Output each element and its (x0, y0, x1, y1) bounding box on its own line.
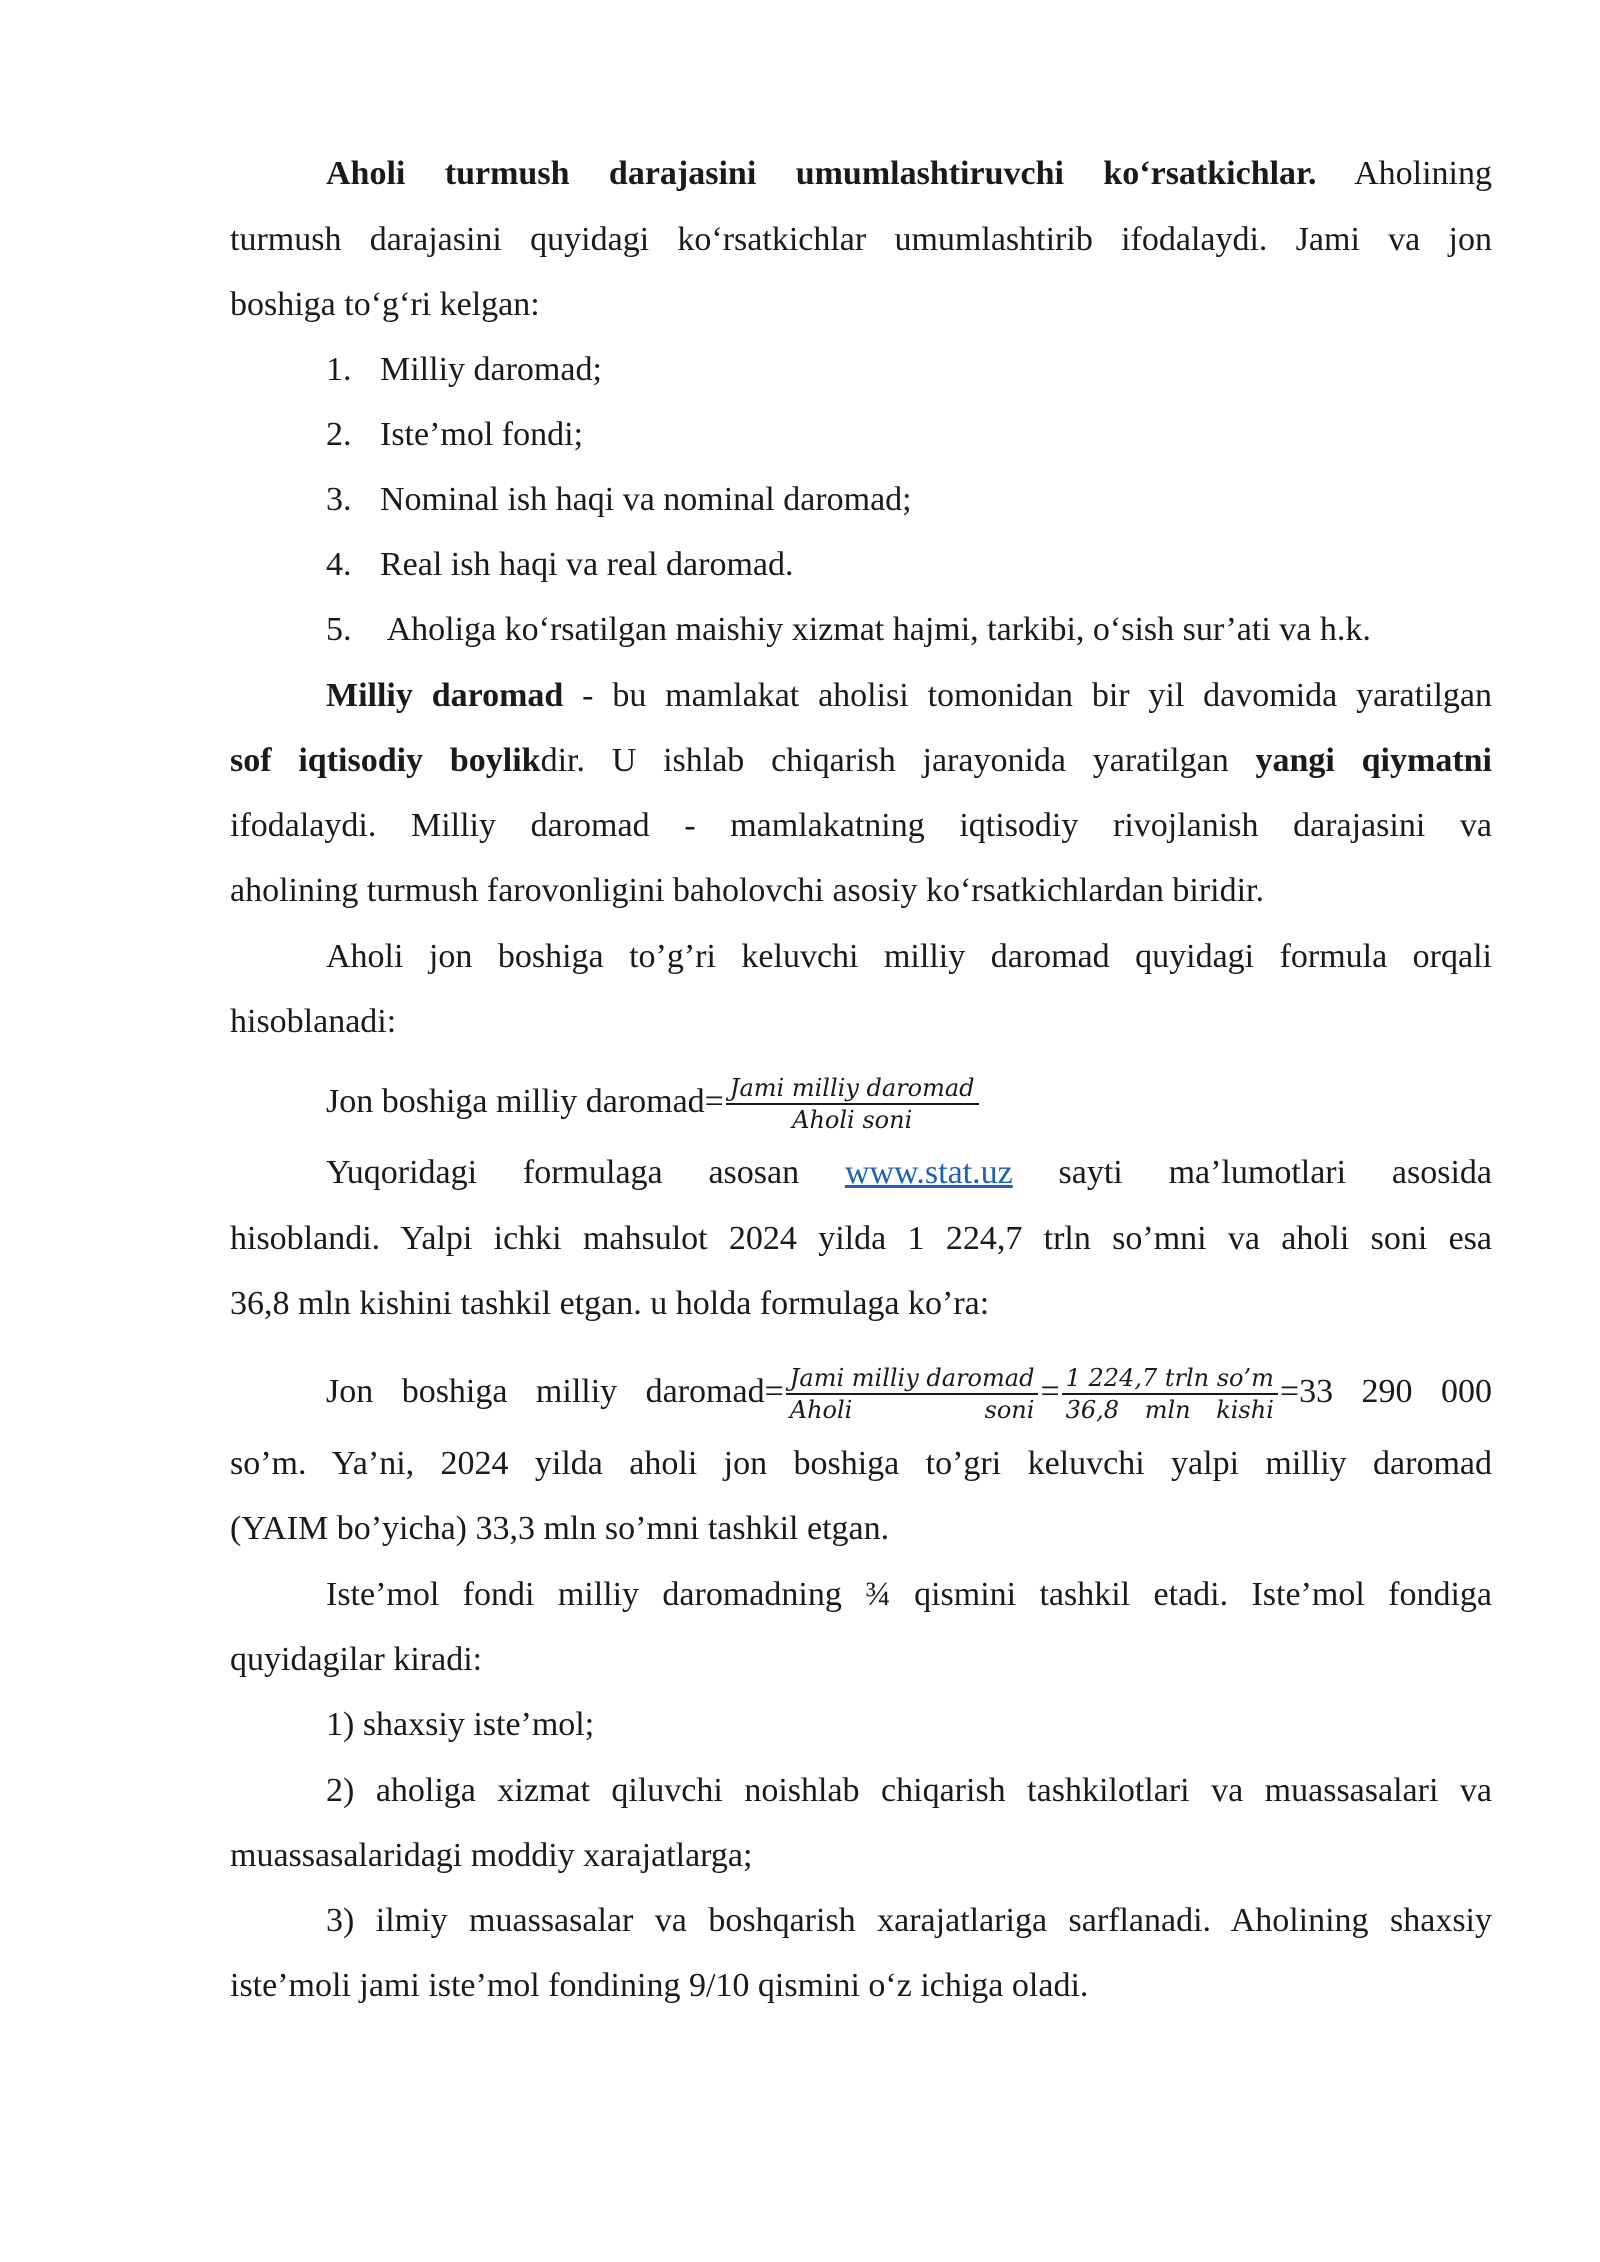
fraction-denominator: Aholi soni (792, 1106, 913, 1135)
paragraph-6-line-1: Iste’mol fondi milliy daromadning ¾ qismini tashkil etadi. Iste’mol fondiga (326, 1576, 1492, 1613)
paragraph-2-line-3: ifodalaydi. Milliy daromad - mamlakatning iqtisodiy rivojlanish darajasini va (230, 807, 1492, 844)
paragraph-3-line-2: hisoblanadi: (230, 1003, 397, 1040)
fraction (1062, 1363, 1278, 1425)
consumption-item-3-line-1: 3) ilmiy muassasalar va boshqarish xarajatlariga sarflanadi. Aholining shaxsiy (326, 1902, 1492, 1939)
formula-lhs: Jon boshiga milliy daromad= (326, 1373, 784, 1410)
consumption-item-2-line-2: muassasalaridagi moddiy xarajatlarga; (230, 1837, 753, 1874)
paragraph-4-line-3: 36,8 mln kishini tashkil etgan. u holda formulaga ko’ra: (230, 1285, 990, 1322)
formula-lhs: Jon boshiga milliy daromad= (326, 1083, 724, 1120)
formula-1 (326, 1062, 981, 1142)
fraction-numerator: Jami milliy daromad (786, 1363, 1039, 1395)
consumption-item-3-line-2: iste’moli jami iste’mol fondining 9/10 qismini o‘z ichiga oladi. (230, 1967, 1089, 2004)
list-text: Aholiga ko‘rsatilgan maishiy xizmat hajmi, tarkibi, o‘sish sur’ati va h.k. (380, 611, 1371, 648)
list-number: 4. (326, 546, 352, 583)
text-span: - bu mamlakat aholisi tomonidan bir yil davomida yaratilgan (563, 677, 1493, 714)
equals-sign: = (1040, 1373, 1060, 1410)
paragraph-2-line-2 (230, 741, 1492, 781)
text-span: Yuqoridagi formulaga asosan (326, 1154, 845, 1191)
text-span: Aholining (1354, 155, 1492, 192)
consumption-item-1: 1) shaxsiy iste’mol; (326, 1706, 595, 1743)
text-span: dir. U ishlab chiqarish jarayonida yaratilgan (540, 742, 1256, 779)
fraction-numerator: 1 224,7 trln so’m (1062, 1363, 1278, 1395)
list-item (326, 350, 602, 390)
text-span: sayti ma’lumotlari asosida (1012, 1154, 1492, 1191)
paragraph-4-line-1 (326, 1153, 1492, 1193)
fraction (726, 1073, 979, 1135)
formula-2 (326, 1352, 1492, 1432)
list-text: Milliy daromad; (380, 351, 602, 388)
paragraph-1-line-2: turmush darajasini quyidagi ko‘rsatkichlar umumlashtirib ifodalaydi. Jami va jon (230, 221, 1492, 258)
paragraph-2-line-1 (326, 676, 1492, 716)
fraction-numerator: Jami milliy daromad (726, 1073, 979, 1105)
section-heading: Aholi turmush darajasini umumlashtiruvchi ko‘rsatkichlar. (326, 155, 1317, 192)
list-item (326, 480, 912, 520)
list-number: 1. (326, 351, 352, 388)
fraction-denominator: Aholi soni (789, 1396, 1035, 1425)
list-text: Iste’mol fondi; (380, 416, 584, 453)
fraction-denominator: 36,8 mln kishi (1065, 1396, 1274, 1425)
stat-uz-link[interactable]: www.stat.uz (844, 1154, 1013, 1191)
paragraph-2-line-4: aholining turmush farovonligini baholovchi asosiy ko‘rsatkichlardan biridir. (230, 872, 1264, 909)
term-bold: sof iqtisodiy boylik (230, 742, 541, 779)
paragraph-5-line-2: (YAIM bo’yicha) 33,3 mln so’mni tashkil etgan. (230, 1510, 890, 1547)
list-item (326, 545, 794, 585)
paragraph-3-line-1: Aholi jon boshiga to’g’ri keluvchi milliy daromad quyidagi formula orqali (326, 938, 1492, 975)
term-bold: Milliy daromad (326, 677, 564, 714)
formula-result: =33 290 000 (1279, 1373, 1492, 1410)
paragraph-5-line-1: so’m. Ya’ni, 2024 yilda aholi jon boshiga to’gri keluvchi yalpi milliy daromad (230, 1445, 1492, 1482)
consumption-item-2-line-1: 2) aholiga xizmat qiluvchi noishlab chiqarish tashkilotlari va muassasalari va (326, 1772, 1492, 1809)
fraction (786, 1363, 1039, 1425)
list-item (326, 610, 1371, 650)
paragraph-6-line-2: quyidagilar kiradi: (230, 1641, 483, 1678)
list-number: 3. (326, 481, 352, 518)
list-text: Real ish haqi va real daromad. (380, 546, 794, 583)
paragraph-1-line-1 (326, 154, 1492, 194)
paragraph-1-line-3: boshiga to‘g‘ri kelgan: (230, 286, 540, 323)
paragraph-4-line-2: hisoblandi. Yalpi ichki mahsulot 2024 yilda 1 224,7 trln so’mni va aholi soni esa (230, 1220, 1492, 1257)
list-item (326, 415, 583, 455)
list-number: 2. (326, 416, 352, 453)
term-bold: yangi qiymatni (1255, 742, 1492, 779)
list-text: Nominal ish haqi va nominal daromad; (380, 481, 912, 518)
list-number: 5. (326, 611, 352, 648)
